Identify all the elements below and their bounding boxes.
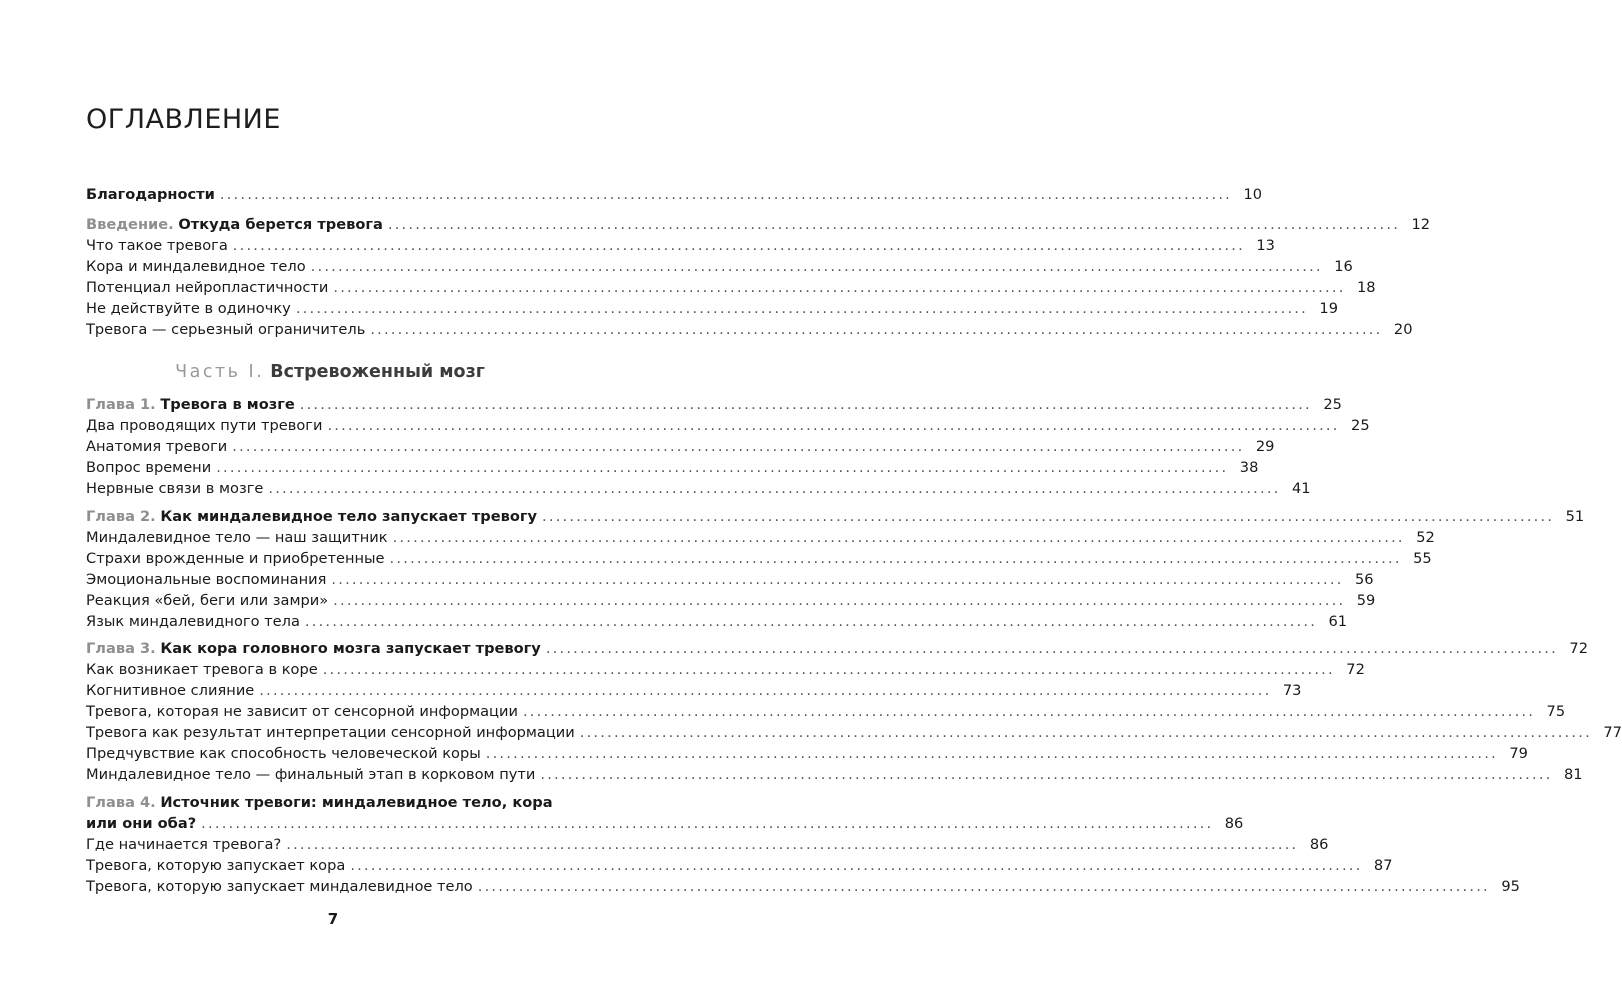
page-title: ОГЛАВЛЕНИЕ [86,104,281,135]
toc-entry-title: Страхи врожденные и приобретенные [86,550,385,567]
toc-entry-title: Реакция «бей, беги или замри» [86,592,329,609]
toc-entry-title: Где начинается тревога? [86,836,282,853]
toc-entry-page: 19 [1319,300,1338,317]
toc-entry-page: 16 [1334,258,1353,275]
toc-entry[interactable] [86,436,1275,457]
leader-dots [259,680,1271,701]
leader-dots [333,277,1345,298]
toc-entry-title: Эмоциональные воспоминания [86,571,327,588]
leader-dots [390,548,1402,569]
toc-entry-title: Миндалевидное тело — финальный этап в корковом пути [86,766,536,783]
toc-entry-title: Тревога — серьезный ограничитель [86,321,366,338]
toc-entry-title: Как кора головного мозга запускает тревогу [160,640,541,657]
toc-entry-page: 41 [1291,480,1311,497]
toc-entry[interactable] [86,834,1329,855]
leader-dots [305,611,1317,632]
toc-entry[interactable] [86,235,1275,256]
leader-dots [201,813,1213,834]
toc-entry-title: Анатомия тревоги [86,438,228,455]
leader-dots [232,436,1244,457]
toc-entry-page: 51 [1565,508,1585,525]
toc-entry-page: 72 [1569,640,1588,657]
toc-entry[interactable] [86,277,1376,298]
part-heading [86,360,574,384]
toc-entry-title: Не действуйте в одиночку [86,300,291,317]
toc-entry[interactable] [86,590,1376,611]
toc-entry[interactable] [86,743,1528,764]
toc-entry-prefix: Глава 4. [86,794,156,811]
toc-entry[interactable] [86,855,1393,876]
toc-entry-page: 81 [1563,766,1583,783]
toc-entry[interactable] [86,319,1413,340]
toc-entry-page: 55 [1413,550,1432,567]
toc-entry-page: 25 [1323,396,1342,413]
leader-dots [220,184,1232,205]
toc-entry-title: Язык миндалевидного тела [86,613,300,630]
leader-dots [286,834,1298,855]
toc-entry-page: 56 [1354,571,1374,588]
leader-dots [216,457,1228,478]
toc-entry-page: 18 [1356,279,1376,296]
toc-entry-chapter-3[interactable] [86,638,1588,659]
leader-dots [478,876,1490,897]
toc-entry-title: Кора и миндалевидное тело [86,258,306,275]
toc-entry[interactable] [86,569,1374,590]
page-number: 7 [327,910,339,928]
toc-entry-title: Нервные связи в мозге [86,480,264,497]
toc-entry-page: 87 [1373,857,1393,874]
leader-dots [327,415,1339,436]
toc-entry-title: Предчувствие как способность человеческой коры [86,745,481,762]
leader-dots [523,701,1535,722]
toc-entry-title: Тревога, которую запускает миндалевидное тело [86,878,473,895]
toc-entry-chapter-1[interactable] [86,394,1342,415]
toc-entry-title: Что такое тревога [86,237,228,254]
toc-entry-title: или они оба? [86,815,197,832]
leader-dots [546,638,1558,659]
leader-dots [540,764,1552,785]
toc-entry[interactable] [86,764,1583,785]
toc-entry-prefix: Глава 1. [86,396,156,413]
toc-entry-page: 77 [1603,724,1622,741]
leader-dots [350,855,1362,876]
toc-entry[interactable] [86,611,1348,632]
toc-entry-page: 12 [1411,216,1431,233]
leader-dots [311,256,1323,277]
toc-entry-title: Когнитивное слияние [86,682,255,699]
toc-entry-page: 25 [1351,417,1370,434]
toc-entry-title: Откуда берется тревога [178,216,383,233]
toc-entry[interactable] [86,548,1432,569]
toc-entry-title: Тревога, которая не зависит от сенсорной информации [86,703,518,720]
leader-dots [542,506,1554,527]
toc-entry-prefix: Глава 2. [86,508,156,525]
toc-entry-page: 86 [1309,836,1329,853]
leader-dots [580,722,1592,743]
toc-entry-page: 79 [1509,745,1528,762]
toc-entry-prefix: Глава 3. [86,640,156,657]
toc-entry-title: Как миндалевидное тело запускает тревогу [160,508,538,525]
toc-entry[interactable] [86,680,1302,701]
toc-entry-title: Тревога как результат интерпретации сенсорной информации [86,724,575,741]
part-label: Часть I. [175,362,265,382]
toc-entry-title: Тревога, которую запускает кора [86,857,346,874]
toc-entry-page: 13 [1256,237,1275,254]
toc-entry-page: 38 [1239,459,1259,476]
toc-entry-page: 75 [1546,703,1566,720]
leader-dots [333,590,1345,611]
toc-entry-page: 95 [1501,878,1520,895]
leader-dots [296,298,1308,319]
toc-entry[interactable] [86,659,1365,680]
toc-entry-introduction[interactable] [86,214,1431,235]
leader-dots [323,659,1335,680]
toc-entry-chapter-4[interactable] [86,792,574,813]
toc-entry-chapter-4-cont[interactable] [86,813,1244,834]
leader-dots [393,527,1405,548]
toc-entry-page: 10 [1243,186,1263,203]
leader-dots [486,743,1498,764]
toc-entry-prefix: Введение. [86,216,174,233]
toc-entry-page: 59 [1356,592,1376,609]
toc-entry-title: Источник тревоги: миндалевидное тело, кора [160,794,553,811]
toc-entry-title: Как возникает тревога в коре [86,661,318,678]
toc-entry-title: Вопрос времени [86,459,212,476]
toc-entry-title: Потенциал нейропластичности [86,279,329,296]
toc-entry[interactable] [86,876,1520,897]
toc-entry-page: 52 [1416,529,1435,546]
toc-entry[interactable] [86,722,1622,743]
toc-entry-acknowledgements[interactable] [86,184,1263,205]
toc-entry-title: Миндалевидное тело — наш защитник [86,529,388,546]
toc-entry[interactable] [86,701,1566,722]
leader-dots [233,235,1245,256]
toc-entry-chapter-2[interactable] [86,506,1585,527]
leader-dots [331,569,1343,590]
leader-dots [370,319,1382,340]
toc-entry-title: Благодарности [86,186,215,203]
toc-entry[interactable] [86,457,1259,478]
toc-entry-title: Два проводящих пути тревоги [86,417,323,434]
toc-entry-page: 61 [1328,613,1348,630]
leader-dots [268,478,1280,499]
leader-dots [300,394,1312,415]
part-title: Встревоженный мозг [270,362,485,382]
toc-entry-title: Тревога в мозге [160,396,295,413]
toc-entry[interactable] [86,415,1370,436]
toc-entry-page: 20 [1393,321,1413,338]
toc-entry-page: 73 [1282,682,1302,699]
toc-entry[interactable] [86,298,1338,319]
leader-dots [388,214,1400,235]
toc-entry[interactable] [86,478,1311,499]
toc-entry[interactable] [86,256,1353,277]
toc-entry[interactable] [86,527,1435,548]
toc-entry-page: 86 [1224,815,1244,832]
toc-entry-page: 72 [1346,661,1365,678]
toc-entry-page: 29 [1255,438,1275,455]
